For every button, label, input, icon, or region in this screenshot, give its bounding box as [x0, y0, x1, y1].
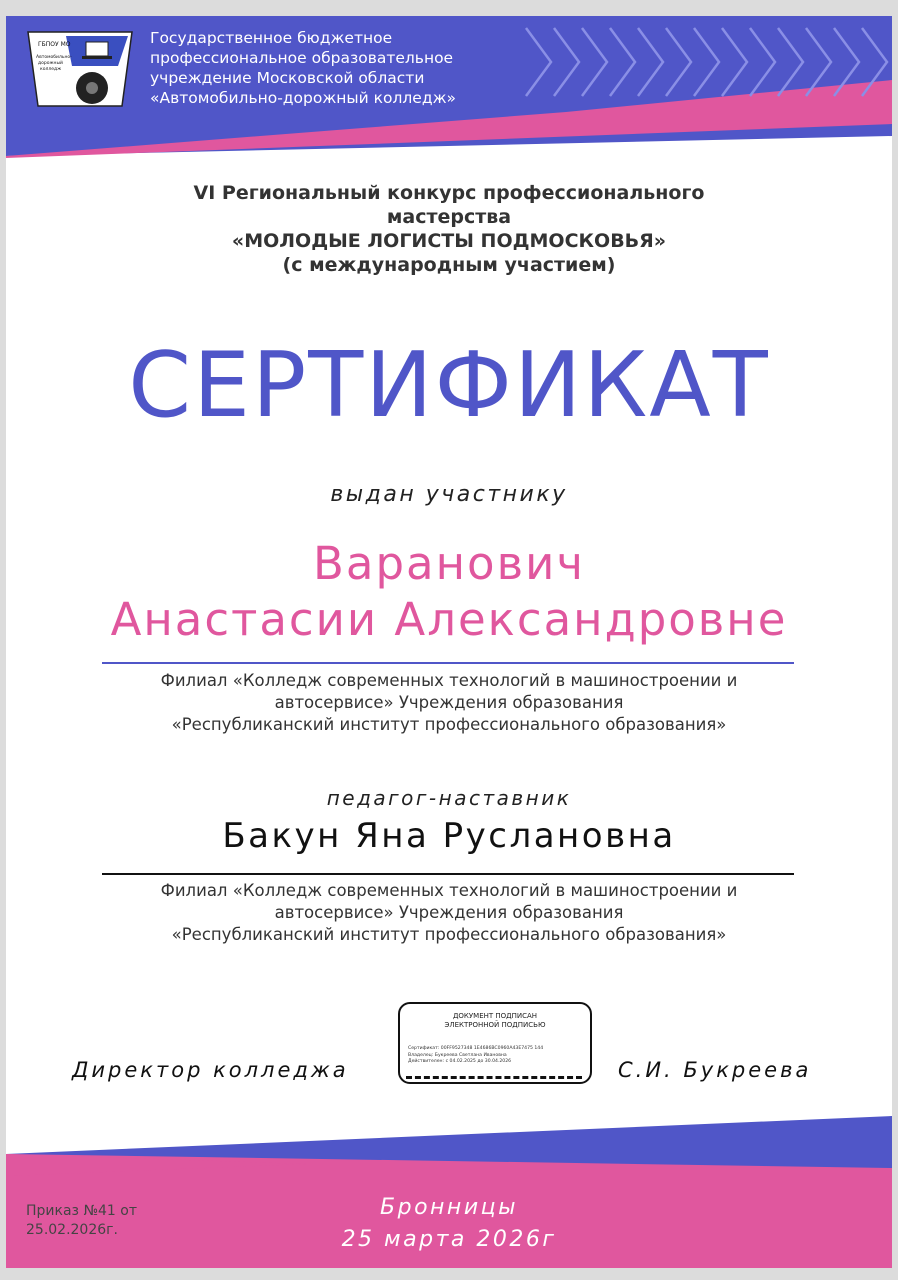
college-logo-icon — [26, 28, 134, 110]
org-line: Филиал «Колледж современных технологий в машиностроении и — [160, 671, 738, 690]
issued-label: выдан участнику — [330, 482, 568, 507]
logo-text-line-2: дорожный — [38, 61, 63, 66]
college-name-line: «Автомобильно-дорожный колледж» — [150, 89, 457, 107]
mentor-divider — [102, 873, 794, 875]
participant-name-line: Варанович — [313, 537, 585, 590]
stamp-detail-line: Владелец: Букреева Светлана Ивановна — [408, 1052, 507, 1058]
place-and-date — [306, 1192, 592, 1256]
org-line: «Республиканский институт профессионального образования» — [171, 715, 727, 734]
contest-title-line: (с международным участием) — [282, 254, 616, 276]
org-line: Филиал «Колледж современных технологий в машиностроении и — [160, 881, 738, 900]
signatory-position: Директор колледжа — [72, 1058, 349, 1082]
participant-name-line: Анастасии Александровне — [110, 593, 788, 646]
mentor-organization — [76, 880, 822, 946]
college-name-line: Государственное бюджетное — [150, 29, 393, 47]
stamp-title-line: ДОКУМЕНТ ПОДПИСАН — [452, 1012, 538, 1020]
participant-organization — [76, 670, 822, 736]
order-reference — [26, 1202, 196, 1240]
stamp-details — [408, 1046, 584, 1066]
signatory-name: С.И. Букреева — [618, 1058, 812, 1082]
signature-line — [406, 1076, 582, 1079]
contest-title-line: VI Региональный конкурс профессионального — [193, 182, 705, 204]
participant-name — [6, 536, 892, 648]
certificate-title: СЕРТИФИКАТ — [128, 333, 770, 438]
participant-divider — [102, 662, 794, 664]
logo-text-line-3: колледж — [40, 67, 62, 72]
logo-text-line-1: Автомобильно- — [36, 55, 72, 60]
college-name — [150, 28, 570, 108]
college-name-line: учреждение Московской области — [150, 69, 425, 87]
order-line: 25.02.2026г. — [26, 1222, 118, 1238]
date-line: 25 марта 2026г — [341, 1227, 557, 1252]
org-line: автосервисе» Учреждения образования — [274, 693, 624, 712]
stamp-title — [400, 1012, 590, 1030]
order-line: Приказ №41 от — [26, 1203, 137, 1219]
place-line: Бронницы — [380, 1195, 518, 1220]
mentor-label: педагог-наставник — [326, 786, 572, 810]
org-line: «Республиканский институт профессионального образования» — [171, 925, 727, 944]
stamp-detail-line: Действителен: с 04.02.2025 до 30.04.2026 — [408, 1059, 512, 1064]
mentor-name: Бакун Яна Руслановна — [222, 816, 676, 856]
certificate-page — [6, 16, 892, 1268]
contest-title-line: мастерства — [386, 206, 512, 228]
stamp-detail-line: Сертификат: 00FF9527348 1E4686BC0960A43E7475 144 — [408, 1046, 544, 1051]
org-line: автосервисе» Учреждения образования — [274, 903, 624, 922]
contest-title — [86, 181, 812, 277]
logo-text-top: ГБПОУ МО — [38, 41, 71, 48]
college-name-line: профессиональное образовательное — [150, 49, 454, 67]
stamp-title-line: ЭЛЕКТРОННОЙ ПОДПИСЬЮ — [444, 1021, 546, 1029]
electronic-signature-stamp — [398, 1002, 592, 1084]
contest-title-line: «МОЛОДЫЕ ЛОГИСТЫ ПОДМОСКОВЬЯ» — [231, 230, 667, 252]
